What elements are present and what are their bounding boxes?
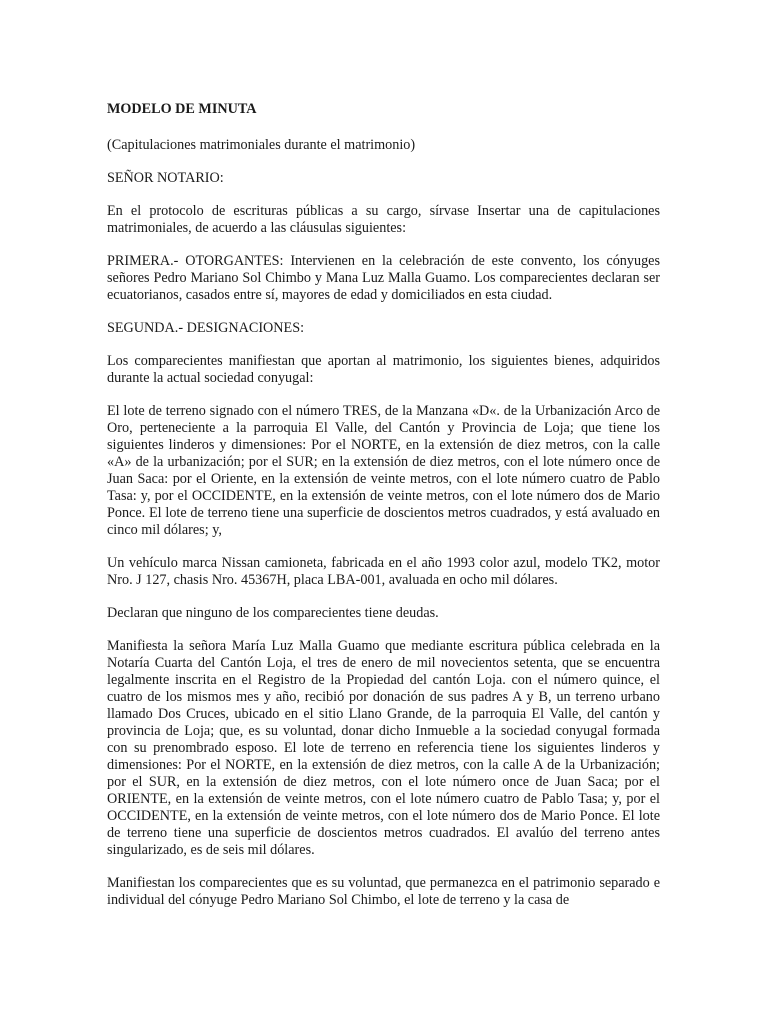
separate-patrimony-paragraph: Manifiestan los comparecientes que es su voluntad, que permanezca en el patrimonio separado e individual del cónyuge Pedro Mariano Sol Chimbo, el lote de terreno y la casa de (107, 875, 660, 908)
donation-paragraph: Manifiesta la señora María Luz Malla Guamo que mediante escritura pública celebrada en la Notaría Cuarta del Cantón Loja, el tres de enero de mil novecientos setenta, que se encuentra legalmente inscrita en el Registro de la Propiedad del cantón Loja. con el número quince, el cuatro de los mismos mes y año, recibió por donación de sus padres A y B, un terreno urbano llamado Dos Cruces, ubicado en el sitio Llano Grande, de la parroquia El Valle, del cantón y provincia de Loja; que, es su voluntad, donar dicho Inmueble a la sociedad conyugal formada con su prenombrado esposo. El lote de terreno en referencia tiene los siguientes linderos y dimensiones: Por el NORTE, en la extensión de diez metros, con la calle A de la Urbanización; por el SUR, en la extensión de diez metros, con el lote número once de Juan Saca; por el ORIENTE, en la extensión de veinte metros, con el lote número cuatro de Pablo Tasa; y, por el OCCIDENTE, en la extensión de veinte metros, con el lote número dos de Mario Ponce. El lote de terreno tiene una superficie de doscientos metros cuadrados. El avalúo del terreno antes singularizado, es de seis mil dólares. (107, 638, 660, 858)
intro-paragraph: En el protocolo de escrituras públicas a su cargo, sírvase Insertar una de capitulaciones matrimoniales, de acuerdo a las cláusulas siguientes: (107, 203, 660, 236)
clause-first-paragraph: PRIMERA.- OTORGANTES: Intervienen en la celebración de este convento, los cónyuges señores Pedro Mariano Sol Chimbo y Mana Luz Malla Guamo. Los comparecientes declaran ser ecuatorianos, casados entre sí, mayores de edad y domiciliados en esta ciudad. (107, 253, 660, 303)
land-lot-paragraph: El lote de terreno signado con el número TRES, de la Manzana «D«. de la Urbanización Arco de Oro, perteneciente a la parroquia El Valle, del Cantón y Provincia de Loja; que tiene los siguientes linderos y dimensiones: Por el NORTE, en la extensión de diez metros, con la calle «A» de la urbanización; por el SUR; en la extensión de diez metros, con el lote número once de Juan Saca: por el Oriente, en la extensión de veinte metros, con el lote número cuatro de Pablo Tasa: y, por el OCCIDENTE, en la extensión de veinte metros, con el lote número dos de Mario Ponce. El lote de terreno tiene una superficie de doscientos metros cuadrados, y está avaluado en cinco mil dólares; y, (107, 403, 660, 538)
assets-intro-paragraph: Los comparecientes manifiestan que aportan al matrimonio, los siguientes bienes, adquiridos durante la actual sociedad conyugal: (107, 353, 660, 386)
vehicle-paragraph: Un vehículo marca Nissan camioneta, fabricada en el año 1993 color azul, modelo TK2, motor Nro. J 127, chasis Nro. 45367H, placa LBA-001, avaluada en ocho mil dólares. (107, 555, 660, 588)
document-title: MODELO DE MINUTA (107, 101, 257, 117)
salutation-paragraph: SEÑOR NOTARIO: (107, 170, 224, 186)
debts-paragraph: Declaran que ninguno de los comparecientes tiene deudas. (107, 605, 439, 621)
document-body (107, 101, 660, 925)
clause-second-heading: SEGUNDA.- DESIGNACIONES: (107, 320, 305, 336)
subtitle-paragraph: (Capitulaciones matrimoniales durante el matrimonio) (107, 137, 416, 153)
